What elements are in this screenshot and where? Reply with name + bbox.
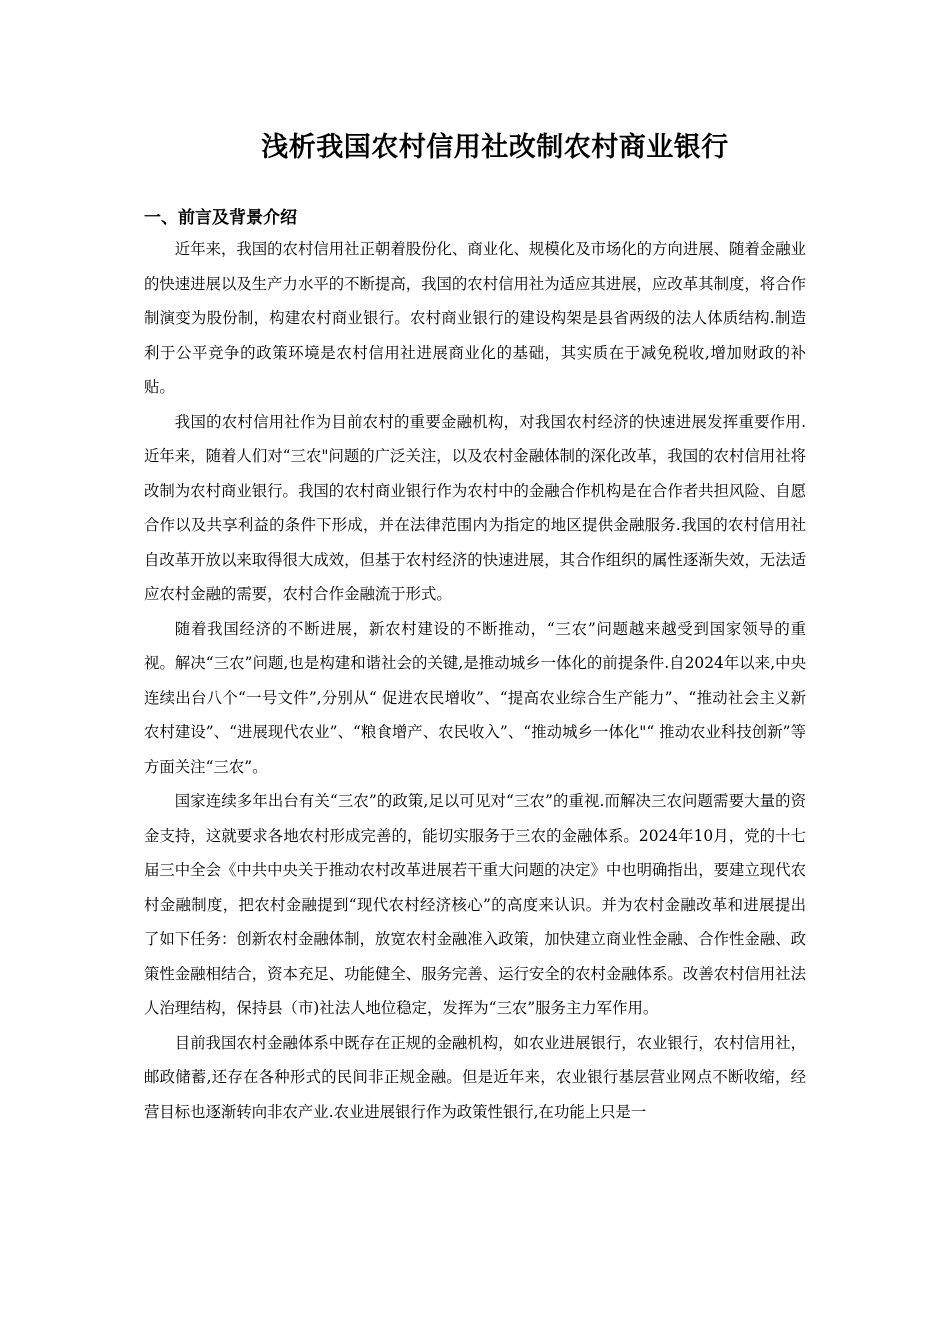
paragraph-5: 目前我国农村金融体系中既存在正规的金融机构，如农业进展银行，农业银行，农村信用社，邮政储蓄,还存在各种形式的民间非正规金融。但是近年来，农业银行基层营业网点不断收缩，经营目标也逐渐转向非农产业.农业进展银行作为政策性银行,在功能上只是一 — [144, 1033, 806, 1121]
document-title: 浅析我国农村信用社改制农村商业银行 — [261, 132, 729, 163]
paragraph-1: 近年来，我国的农村信用社正朝着股份化、商业化、规模化及市场化的方向进展、随着金融业的快速进展以及生产力水平的不断提高，我国的农村信用社为适应其进展，应改革其制度，将合作制演变为股份制，构建农村商业银行。农村商业银行的建设构架是县省两级的法人体质结构.制造利于公平竞争的政策环境是农村信用社进展商业化的基础，其实质在于减免税收,增加财政的补贴。 — [144, 240, 806, 396]
section-heading: 一、前言及背景介绍 — [144, 208, 297, 228]
paragraph-4: 国家连续多年出台有关“三农”的政策,足以可见对“三农”的重视.而解决三农问题需要大量的资金支持，这就要求各地农村形成完善的，能切实服务于三农的金融体系。2024年10月，党的十七届三中全会《中共中央关于推动农村改革进展若干重大问题的决定》中也明确指出，要建立现代农村金融制度，把农村金融提到“现代农村经济核心”的高度来认识。并为农村金融改革和进展提出了如下任务：创新农村金融体制，放宽农村金融准入政策，加快建立商业性金融、合作性金融、政策性金融相结合，资本充足、功能健全、服务完善、运行安全的农村金融体系。改善农村信用社法人治理结构，保持县（市)社法人地位稳定，发挥为“三农”服务主力军作用。 — [144, 792, 806, 1017]
document-body — [144, 232, 806, 1129]
paragraph-2: 我国的农村信用社作为目前农村的重要金融机构，对我国农村经济的快速进展发挥重要作用.近年来，随着人们对“三农"问题的广泛关注，以及农村金融体制的深化改革，我国的农村信用社将改制为农村商业银行。我国的农村商业银行作为农村中的金融合作机构是在合作者共担风险、自愿合作以及共享利益的条件下形成，并在法律范围内为指定的地区提供金融服务.我国的农村信用社自改革开放以来取得很大成效，但基于农村经济的快速进展，其合作组织的属性逐渐失效，无法适应农村金融的需要，农村合作金融流于形式。 — [144, 412, 806, 603]
paragraph-3: 随着我国经济的不断进展，新农村建设的不断推动，“三农”问题越来越受到国家领导的重视。解决“三农”问题,也是构建和谐社会的关键,是推动城乡一体化的前提条件.自2024年以来,中央连续出台八个“一号文件”,分别从“ 促进农民增收”、“提高农业综合生产能力”、“推动社会主义新农村建设”、“进展现代农业”、“粮食增产、农民收入”、“推动城乡一体化"“ 推动农业科技创新”等方面关注“三农”。 — [144, 619, 806, 776]
